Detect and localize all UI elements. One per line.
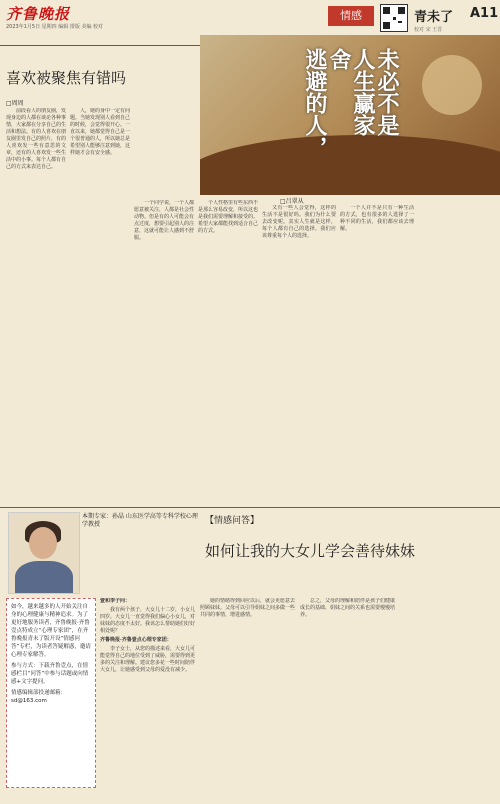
qa-column: 总之，父母的理解和陪伴是孩子们健康成长的基础，姐妹之间的关系也需要慢慢培养。 [300, 598, 395, 618]
section-divider [0, 507, 500, 508]
qr-code-icon[interactable] [380, 4, 408, 32]
qa-column: 壹和李子问： 我有两个孩子，大女儿十二岁，小女儿四岁。大女儿一直觉得我们偏心小女儿，对妹妹的态度不太好。我该怎么帮助她们好好相处呢？ 齐鲁晚报·齐鲁壹点心理专家团： 李子女士，从您的描述来看，大女儿可能觉得自己的地位受到了威胁，需要得到更多的关注和理解。建议您多花一些时间陪伴大女儿，让她感受到父母的爱没有减少。 [100, 598, 195, 673]
section-tab: 情感 [328, 6, 374, 26]
article-byline: □吕翠从 [280, 198, 304, 205]
qa-column [400, 598, 494, 793]
column-title: 如何让我的大女儿学会善待妹妹 [205, 542, 416, 560]
column-name: 青未了 [414, 10, 454, 25]
headline-line: 人生赢家 [350, 48, 375, 136]
info-line: 情感编辑部投递邮箱：sd@163.com [11, 690, 67, 704]
answer-title: 齐鲁晚报·齐鲁壹点心理专家团： [100, 637, 172, 643]
article-column: 个人性格里有些东西不是那么容易改变，所以这也是我们需要理解和接受的。希望大家都能找到适合自己的方式。 [198, 200, 258, 234]
article-column: 人，她的身中一定有问题。当她发现别人看到自己的时候，会觉得很开心。一直以来，她都觉得自己是一个很普通的人，所以她总是希望别人能够注意到她，这样她才会有安全感。 [70, 108, 130, 156]
headline-line: 逃避的人， [302, 48, 327, 158]
info-line: 参与方式：下载齐鲁壹点，在情感栏目“问答”中参与话题或向情感+文字提问。 [11, 663, 89, 685]
article-byline: □周周 [6, 100, 24, 107]
info-line: 如今，越来越多的人开始关注自身的心理健康与精神追求。为了更好地服务读者，齐鲁晚报·齐鲁壹点特成立“心理专家团”，在齐鲁晚报青未了版开设“情感问答”专栏，为读者答疑解惑，邀请心理专家解答。 [11, 604, 91, 658]
article-column: 又有一些人会觉得，这样的生活不是很好吗。我们为什么要去改变呢。其实人生就是这样，每个人都有自己的选择，我们应该尊重每个人的选择。 [262, 205, 336, 239]
editors: 校对 宋 王晋 [414, 27, 443, 33]
headline-line: 未必不是 [374, 48, 399, 136]
page-footer [0, 794, 500, 804]
headline-line: 舍 [326, 48, 351, 70]
expert-bio: 本期专家：孙晶 山东医学高等专科学校心理学教授 [82, 513, 198, 528]
column-tag: 【情感问答】 [205, 516, 260, 526]
page-number: A11 [470, 6, 499, 21]
expert-portrait [8, 512, 80, 594]
feature-headline [302, 48, 399, 158]
info-box [6, 598, 96, 788]
sun-shape [422, 55, 482, 115]
article-column [418, 205, 494, 503]
qa-column: 她的情绪得到回应以后，就会更愿意去照顾妹妹。父母可以引导姐妹之间多做一些共同的事情，增进感情。 [200, 598, 295, 618]
article-column: 一个人并不是只有一种生活的方式，也有很多的人选择了一种不同的生活，我们都应该去理解。 [340, 205, 414, 232]
article-column: 前段看人的朋友圈，发现身边的人都在谈论各种事情，大家都在分享自己的生活和想法。有的人喜欢在朋友圈里发自己的照片，有的人喜欢发一些有意思的文章，还有的人喜欢发一些生活中的小事。每个人都有自己的方式来表达自己。 [6, 108, 66, 170]
brand-logo: 齐鲁晚报 [6, 5, 71, 23]
dateline: 2023年1月5日 星期四 编辑 排版 美编 校对 [6, 24, 104, 30]
question-title: 壹和李子问： [100, 598, 131, 604]
article-title: 喜欢被聚焦有错吗 [6, 69, 127, 87]
article-column: 一个同学说，一个人都愿意被关注，人都是社会性动物。但是有的人可能会有点过度，想要引起别人的注意，这就可能让人感到不舒服。 [134, 200, 194, 241]
